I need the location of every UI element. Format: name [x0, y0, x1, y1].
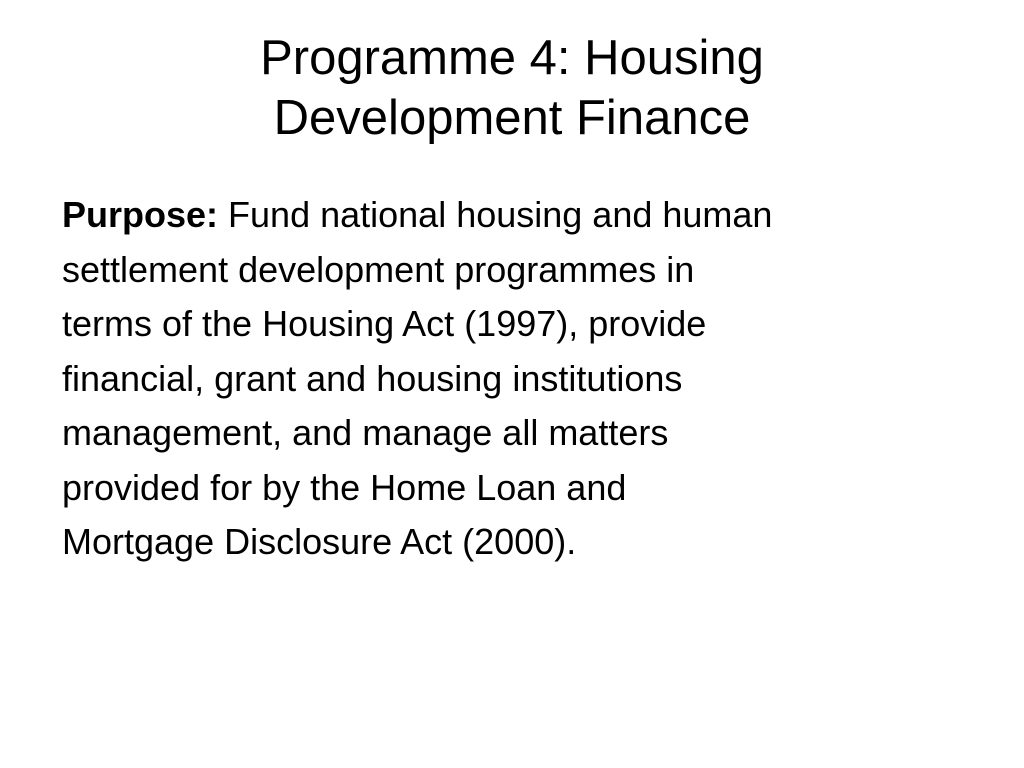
body-line: settlement development programmes in: [62, 248, 695, 290]
body-line: financial, grant and housing institutions: [62, 357, 683, 399]
body-text: Fund national housing and human: [218, 194, 773, 235]
slide-title-line: Programme 4: Housing: [260, 31, 764, 85]
body-line: management, and manage all matters: [62, 412, 669, 453]
slide-title: [60, 28, 964, 148]
body-line: provided for by the Home Loan and: [62, 466, 627, 508]
slide-title-line: Development Finance: [273, 91, 751, 145]
body-line: [62, 188, 992, 243]
body-line: terms of the Housing Act (1997), provide: [62, 303, 707, 344]
body-line: Mortgage Disclosure Act (2000).: [62, 521, 577, 562]
purpose-paragraph: [62, 188, 992, 570]
purpose-label: Purpose:: [62, 194, 219, 235]
